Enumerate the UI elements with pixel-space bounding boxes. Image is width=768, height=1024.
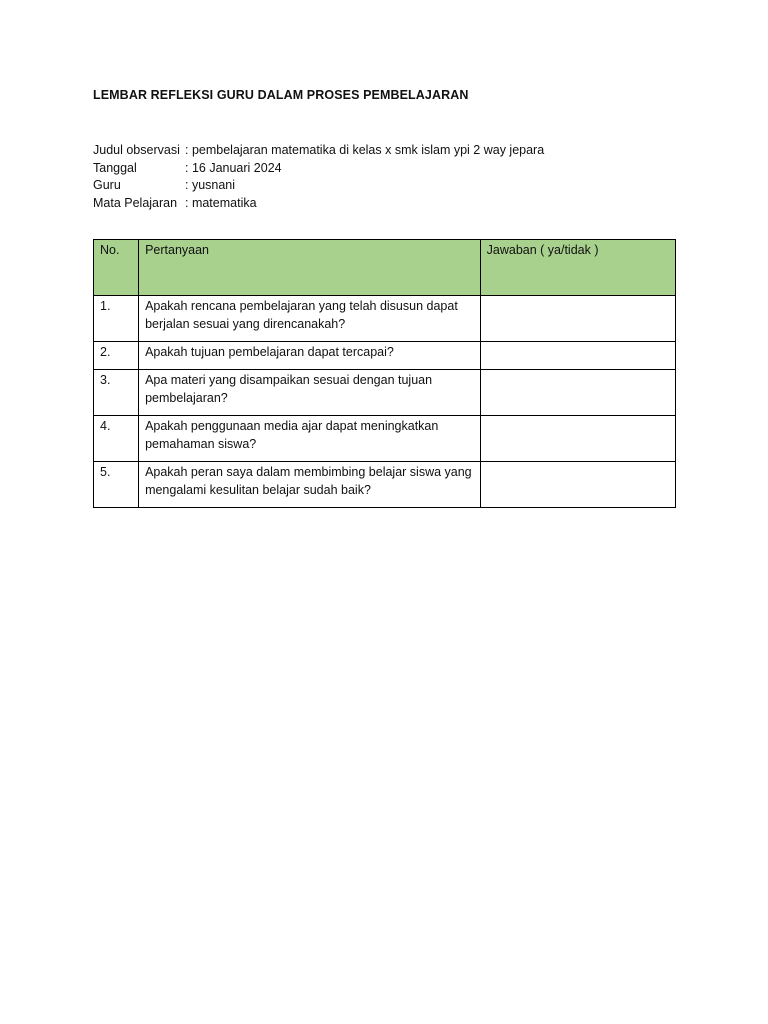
- answer-cell[interactable]: [480, 462, 675, 508]
- meta-row-tanggal: [93, 160, 544, 178]
- row-number: 2.: [94, 342, 139, 370]
- observation-info: [93, 142, 544, 212]
- row-question: Apakah penggunaan media ajar dapat meningkatkan pemahaman siswa?: [139, 416, 481, 462]
- meta-value: : matematika: [185, 195, 257, 210]
- table-row: [94, 370, 676, 416]
- meta-value: : pembelajaran matematika di kelas x smk islam ypi 2 way jepara: [185, 143, 545, 157]
- meta-label: Tanggal: [93, 160, 137, 175]
- row-number: 1.: [94, 296, 139, 342]
- row-question: Apakah peran saya dalam membimbing belajar siswa yang mengalami kesulitan belajar sudah baik?: [139, 462, 481, 508]
- meta-label: Judul observasi: [93, 143, 180, 157]
- table-header-row: [94, 240, 676, 296]
- table-row: [94, 416, 676, 462]
- table-row: [94, 342, 676, 370]
- meta-value: : 16 Januari 2024: [185, 160, 282, 175]
- header-answer: Jawaban ( ya/tidak ): [480, 240, 675, 296]
- reflection-table: [93, 239, 676, 508]
- answer-cell[interactable]: [480, 370, 675, 416]
- document-title: LEMBAR REFLEKSI GURU DALAM PROSES PEMBELAJARAN: [93, 88, 469, 102]
- row-question: Apa materi yang disampaikan sesuai dengan tujuan pembelajaran?: [139, 370, 481, 416]
- meta-row-guru: [93, 177, 544, 195]
- answer-cell[interactable]: [480, 342, 675, 370]
- answer-cell[interactable]: [480, 296, 675, 342]
- meta-value: : yusnani: [185, 178, 236, 192]
- header-no: No.: [94, 240, 139, 296]
- row-number: 5.: [94, 462, 139, 508]
- meta-row-judul: [93, 142, 544, 160]
- meta-label: Mata Pelajaran: [93, 195, 178, 210]
- answer-cell[interactable]: [480, 416, 675, 462]
- header-question: Pertanyaan: [139, 240, 481, 296]
- meta-label: Guru: [93, 178, 121, 192]
- row-number: 4.: [94, 416, 139, 462]
- table-row: [94, 296, 676, 342]
- row-question: Apakah tujuan pembelajaran dapat tercapai?: [139, 342, 481, 370]
- row-question: Apakah rencana pembelajaran yang telah disusun dapat berjalan sesuai yang direncanakah?: [139, 296, 481, 342]
- row-number: 3.: [94, 370, 139, 416]
- meta-row-mapel: [93, 195, 544, 213]
- table-row: [94, 462, 676, 508]
